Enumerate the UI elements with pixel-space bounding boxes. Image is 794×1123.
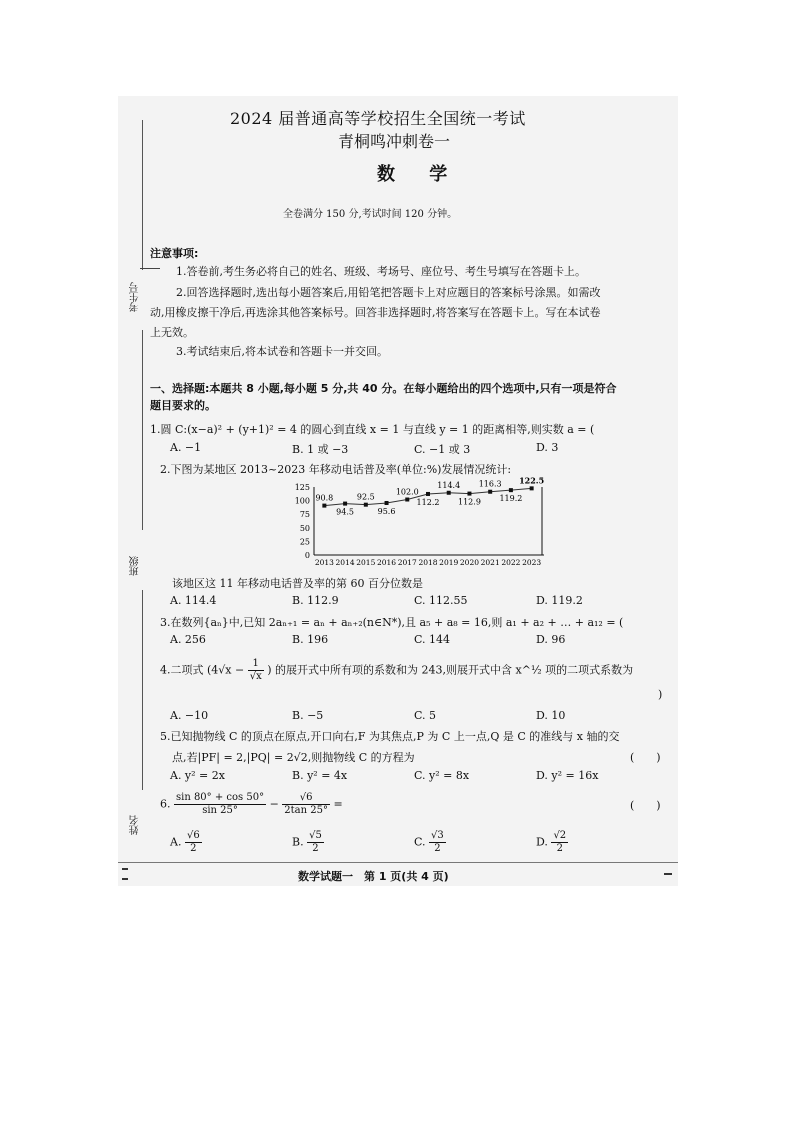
full-mark-note: 全卷满分 150 分,考试时间 120 分钟。 [283,209,458,220]
question-6-fraction-1-den: sin 25° [202,805,238,816]
question-6-option-a-fraction [185,830,202,855]
question-6-fraction-2 [282,792,330,817]
footer-mark-right [664,873,672,875]
data-label: 102.0 [395,487,419,497]
x-tick-label: 2015 [356,558,376,567]
x-tick-label: 2013 [314,558,334,567]
y-tick-label: 125 [294,483,310,492]
y-tick-label: 0 [304,551,310,560]
data-point [488,490,492,494]
margin-tick [140,268,160,269]
x-tick-label: 2019 [439,558,459,567]
x-tick-label: 2014 [335,558,355,567]
question-4-expr-right: ) [267,663,272,677]
question-5-line-1: 5.已知抛物线 C 的顶点在原点,开口向右,F 为其焦点,P 为 C 上一点,Q 是 C 的准线与 x 轴的交 [160,730,620,743]
question-6-fraction-1 [174,792,266,817]
sidebar-name-label: 姓名 [130,815,141,835]
footer-divider [118,862,678,863]
question-6-option-c-label: C. [414,835,426,849]
data-point [426,492,430,496]
question-3-option-a: A. 256 [170,633,206,646]
question-2-option-c: C. 112.55 [414,594,468,607]
question-6-option-a-label: A. [170,835,182,849]
question-6-option-b-fraction [307,830,324,855]
sidebar-class-label: 班级 [130,556,141,576]
page-footer: 数学试题一 第 1 页(共 4 页) [298,870,449,883]
section-heading-line-2: 题目要求的。 [150,399,216,412]
data-point [364,503,368,507]
x-tick-label: 2016 [376,558,397,567]
notice-heading: 注意事项: [150,247,199,260]
data-label: 112.2 [416,497,440,507]
notice-item-3: 3.考试结束后,将本试卷和答题卡一并交回。 [176,345,388,358]
data-label: 112.9 [458,497,481,507]
question-6-stem [160,792,343,817]
x-tick-label: 2022 [501,558,521,567]
question-6-paren: ( ) [630,799,661,812]
question-5-option-c: C. y² = 8x [414,769,470,782]
data-point [405,498,409,502]
question-1-option-d: D. 3 [536,441,559,454]
subject-title: 数 学 [377,164,462,185]
question-6-option-a-num: √6 [186,830,200,841]
question-4-option-c: C. 5 [414,709,437,722]
question-6-option-b-den: 2 [312,843,319,854]
question-6-option-c-fraction [429,830,446,855]
data-label: 94.5 [336,507,354,517]
question-2-option-b: B. 112.9 [292,594,339,607]
question-6-option-a [170,830,202,855]
question-2-option-a: A. 114.4 [170,594,217,607]
question-1-stem: 1.圆 C:(x−a)² + (y+1)² = 4 的圆心到直线 x = 1 与直线 y = 1 的距离相等,则实数 a = ( [150,423,595,436]
data-label: 116.3 [478,479,502,489]
question-3-option-c: C. 144 [414,633,451,646]
question-3-stem: 3.在数列{aₙ}中,已知 2aₙ₊₁ = aₙ + aₙ₊₂(n∈N*),且 a₅ + a₈ = 16,则 a₁ + a₂ + … + a₁₂ = ( [160,616,624,629]
data-label: 92.5 [356,492,375,502]
data-point [322,504,326,508]
question-6-option-d-num: √2 [553,830,567,841]
sidebar-exam-no-label: 考生号 [130,282,141,312]
question-5-paren: ( ) [630,751,661,764]
question-6-option-a-den: 2 [190,843,197,854]
y-tick-label: 100 [294,496,310,506]
question-6-equals: = [333,797,343,811]
question-6-option-d-den: 2 [556,843,563,854]
question-6-option-c-num: √3 [431,830,444,841]
question-4-paren: ) [658,688,663,701]
question-6-option-d [536,830,568,855]
data-label: 122.5 [519,475,545,486]
y-tick-label: 25 [299,537,310,547]
question-3-option-b: B. 196 [292,633,329,646]
x-tick-label: 2017 [397,558,417,567]
question-2-stem: 2.下图为某地区 2013~2023 年移动电话普及率(单位:%)发展情况统计: [160,463,512,476]
data-point [385,501,389,505]
question-4-option-a: A. −10 [170,709,209,722]
question-6-option-c [414,830,446,855]
x-tick-label: 2018 [418,558,438,567]
question-4-fraction-num: 1 [248,658,264,671]
question-2-option-d: D. 119.2 [536,594,583,607]
question-5-option-d: D. y² = 16x [536,769,599,782]
question-4-power: x^½ [515,663,542,677]
question-4-post: 项的二项式系数为 [545,663,634,677]
data-point [467,492,471,496]
question-4-stem [160,658,633,683]
question-5-option-a: A. y² = 2x [170,769,225,782]
question-2-follow: 该地区这 11 年移动电话普及率的第 60 百分位数是 [172,577,423,590]
question-6-fraction-1-num: sin 80° + cos 50° [176,792,265,803]
data-point [447,491,451,495]
y-tick-label: 75 [299,510,310,520]
question-1-option-a: A. −1 [170,441,202,454]
question-6-option-b-label: B. [292,835,304,849]
x-tick-label: 2021 [480,558,500,567]
question-6-option-b [292,830,324,855]
data-point [343,502,347,506]
question-4-expr-left: (4√x − [207,663,245,677]
margin-line [142,330,143,530]
section-heading-line-1: 一、选择题:本题共 8 小题,每小题 5 分,共 40 分。在每小题给出的四个选项中,只有一项是符合 [150,382,617,395]
margin-line [142,590,143,790]
x-tick-label: 2020 [459,558,480,567]
question-6-minus: − [269,797,279,811]
question-4-option-d: D. 10 [536,709,566,722]
question-1-option-c: C. −1 或 3 [414,443,471,456]
margin-line [142,120,143,270]
notice-item-2-line-1: 2.回答选择题时,选出每小题答案后,用铅笔把答题卡上对应题目的答案标号涂黑。如需改 [176,286,601,299]
data-point [530,486,534,490]
data-label: 119.2 [499,494,523,504]
question-1-option-b: B. 1 或 −3 [292,443,349,456]
penetration-rate-chart [276,475,546,569]
footer-mark-left [122,868,128,880]
question-4-prefix: 4.二项式 [160,663,204,677]
data-label: 90.8 [315,493,334,503]
question-6-option-d-fraction [551,830,568,855]
question-6-option-b-num: √5 [309,830,322,841]
notice-item-2-line-2: 动,用橡皮擦干净后,再选涂其他答案标号。回答非选择题时,将答案写在答题卡上。写在本试卷 [150,306,601,319]
question-6-fraction-2-den: 2tan 25° [284,805,328,816]
question-4-mid: 的展开式中所有项的系数和为 243,则展开式中含 [275,663,513,677]
question-6-option-d-label: D. [536,835,548,849]
y-tick-label: 50 [299,523,310,533]
question-5-line-2: 点,若|PF| = 2,|PQ| = 2√2,则抛物线 C 的方程为 [172,751,415,764]
data-label: 114.4 [437,480,461,490]
data-label: 95.6 [377,506,396,516]
question-4-option-b: B. −5 [292,709,324,722]
chart-svg [276,475,546,569]
question-4-fraction [248,658,264,683]
question-4-fraction-den: √x [249,671,262,682]
question-6-option-c-den: 2 [434,843,441,854]
question-6-fraction-2-num: √6 [282,792,330,805]
notice-item-2-line-3: 上无效。 [150,326,194,339]
exam-title: 2024 届普通高等学校招生全国统一考试 [230,109,526,128]
section-heading [150,380,670,414]
question-6-number: 6. [160,797,171,811]
question-5-option-b: B. y² = 4x [292,769,348,782]
exam-subtitle: 青桐鸣冲刺卷一 [338,132,451,151]
question-3-option-d: D. 96 [536,633,566,646]
notice-item-1: 1.答卷前,考生务必将自己的姓名、班级、考场号、座位号、考生号填写在答题卡上。 [176,265,586,278]
data-point [509,488,513,492]
x-tick-label: 2023 [522,558,542,567]
